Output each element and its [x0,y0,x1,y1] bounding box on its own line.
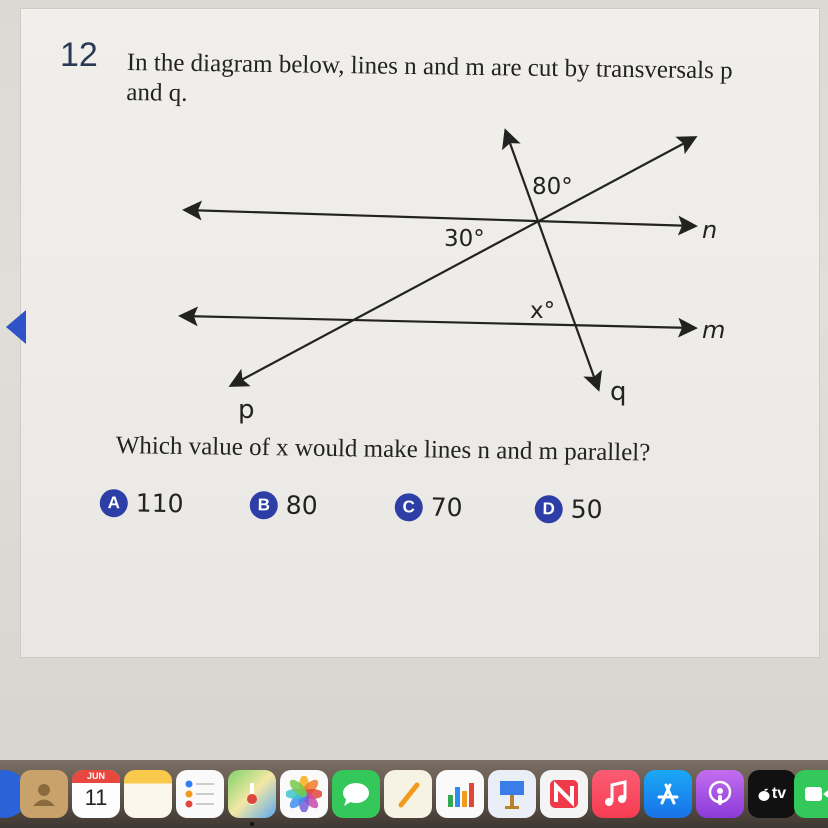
choice-a[interactable] [100,488,184,518]
choice-c[interactable] [395,492,463,522]
angle-label-30: 30° [444,226,485,252]
podcasts-icon[interactable] [696,770,744,818]
music-icon[interactable] [592,770,640,818]
choice-d-badge: D [535,495,563,523]
keynote-icon[interactable] [488,770,536,818]
photos-icon[interactable] [280,770,328,818]
question-text: In the diagram below, lines n and m are cut by transversals p and q. [126,48,733,107]
calendar-day: 11 [84,785,108,810]
label-m: m [702,316,726,344]
choice-c-label: 70 [430,492,463,523]
question-prompt: Which value of x would make lines n and m parallel? [115,432,651,467]
transversal-p [232,138,694,385]
choice-d[interactable] [535,494,603,524]
previous-arrow-icon[interactable] [6,310,26,344]
line-m [182,316,694,328]
macos-dock [0,760,828,828]
angle-label-x: x° [530,298,556,324]
pages-icon[interactable] [384,770,432,818]
choice-b-label: 80 [285,490,318,521]
line-n [186,210,694,226]
choice-a-label: 110 [135,488,184,519]
choice-b-badge: B [250,491,278,519]
calendar-month: JUN [72,770,120,783]
question-number: 12 [60,36,98,74]
choice-c-badge: C [395,493,423,521]
contacts-icon[interactable] [20,770,68,818]
choice-a-badge: A [100,488,128,516]
running-app-indicator [250,822,254,826]
angle-label-80: 80° [532,174,573,200]
reminders-icon[interactable] [176,770,224,818]
choice-b[interactable] [250,490,318,520]
maps-icon[interactable] [228,770,276,818]
label-p: p [238,395,255,425]
apple-tv-label: tv [771,785,787,802]
facetime-icon[interactable] [794,770,828,818]
app-store-icon[interactable] [644,770,692,818]
numbers-icon[interactable] [436,770,484,818]
label-q: q [610,377,627,407]
label-n: n [702,216,718,244]
choice-d-label: 50 [570,494,603,525]
messages-icon[interactable] [332,770,380,818]
news-icon[interactable] [540,770,588,818]
calendar-icon[interactable] [72,770,120,818]
notes-icon[interactable] [124,770,172,818]
apple-tv-icon[interactable] [748,770,796,818]
transversal-q [506,132,598,388]
